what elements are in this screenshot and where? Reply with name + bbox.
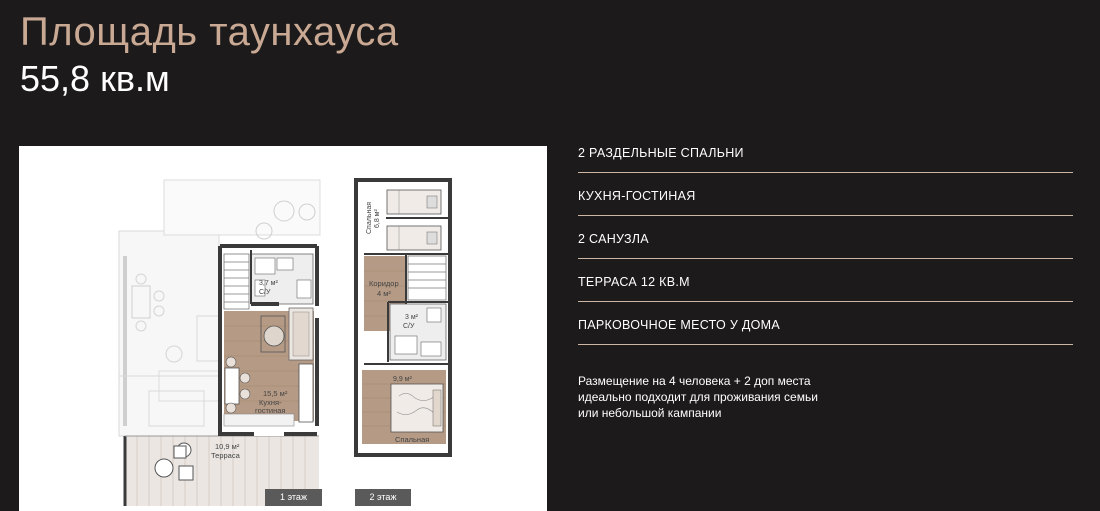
- features-list: [578, 130, 1073, 345]
- f1-kitchen-name-1: Кухня-: [259, 398, 282, 407]
- f1-terrace-name: Терраса: [211, 451, 240, 460]
- feature-item: [578, 302, 1073, 345]
- f2-bedroom2-name: Спальная: [395, 435, 430, 444]
- feature-label: 2 РАЗДЕЛЬНЫЕ СПАЛЬНИ: [578, 146, 744, 160]
- feature-label: ПАРКОВОЧНОЕ МЕСТО У ДОМА: [578, 318, 780, 332]
- f2-corridor-area: 4 м²: [377, 289, 391, 298]
- feature-item: [578, 259, 1073, 302]
- f1-bath-area: 3,7 м²: [259, 280, 278, 287]
- f2-bath-name: С/У: [403, 323, 415, 330]
- f1-kitchen-name-2: гостиная: [255, 406, 286, 415]
- floor-plan-image: [19, 146, 547, 511]
- f2-corridor-name: Коридор: [369, 279, 399, 288]
- floor-2-label: 2 этаж: [355, 489, 411, 506]
- f1-terrace-area: 10,9 м²: [215, 442, 240, 451]
- feature-item: [578, 216, 1073, 259]
- area-value: 55,8 кв.м: [20, 58, 170, 99]
- feature-label: 2 САНУЗЛА: [578, 232, 649, 246]
- f1-kitchen-area: 15,5 м²: [263, 389, 288, 398]
- page-title: Площадь таунхауса: [20, 10, 399, 54]
- feature-item: [578, 130, 1073, 173]
- feature-item: [578, 173, 1073, 216]
- description-line: идеально подходит для проживания семьи: [578, 390, 818, 404]
- feature-label: КУХНЯ-ГОСТИНАЯ: [578, 189, 696, 203]
- description-line: или небольшой кампании: [578, 406, 722, 420]
- feature-label: ТЕРРАСА 12 КВ.М: [578, 275, 690, 289]
- f2-bedroom2-area: 9,9 м²: [393, 376, 412, 383]
- f2-bedroom1-area: 6,8 м²: [374, 209, 381, 228]
- f1-bath-name: С/У: [259, 289, 271, 296]
- f2-bedroom1-name: Спальная: [366, 201, 373, 234]
- description: [578, 373, 878, 421]
- description-line: Размещение на 4 человека + 2 доп места: [578, 374, 811, 388]
- f2-bath-area: 3 м²: [405, 314, 418, 321]
- floor-plan-drawing: [19, 146, 547, 511]
- floor-1-label: 1 этаж: [265, 489, 322, 506]
